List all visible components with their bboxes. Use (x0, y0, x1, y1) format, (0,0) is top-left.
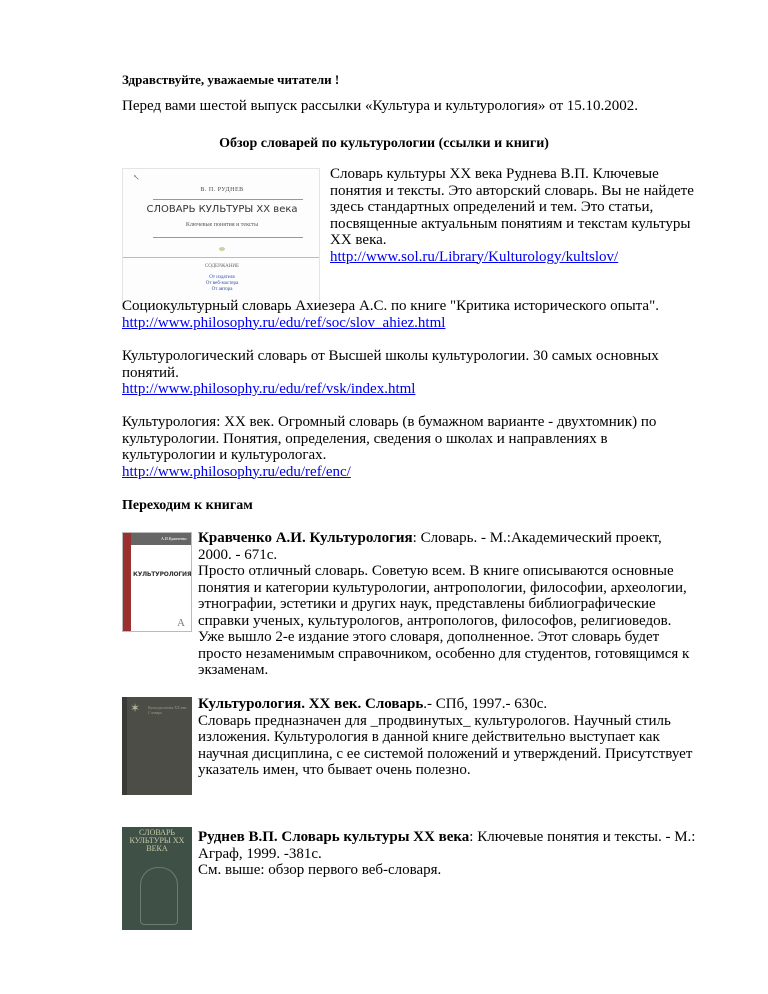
book-entry (198, 530, 698, 679)
thumbnail-subtitle: Ключевые понятия и тексты (185, 222, 259, 228)
book-title: Руднев В.П. Словарь культуры XX века (198, 829, 470, 845)
book-cover-image (122, 827, 192, 930)
book-title: Кравченко А.И. Культурология (198, 530, 413, 546)
thumbnail-link: От автора (211, 287, 233, 292)
dictionary-link[interactable]: http://www.philosophy.ru/edu/ref/soc/slov_ahiez.html (122, 314, 446, 331)
books-heading: Переходим к книгам (122, 498, 253, 513)
dictionary-entry (122, 298, 702, 331)
dictionary-description: Социокультурный словарь Ахиезера А.С. по книге "Критика исторического опыта". (122, 298, 659, 314)
book-cover-image (122, 532, 192, 632)
greeting: Здравствуйте, уважаемые читатели ! (122, 72, 340, 87)
thumbnail-title: СЛОВАРЬ КУЛЬТУРЫ XX века (146, 204, 298, 215)
book-entry (198, 829, 698, 879)
cursor-icon: ↖ (133, 173, 140, 182)
thumbnail-links (123, 275, 320, 293)
dictionary-entry (330, 166, 710, 265)
book-description: См. выше: обзор первого веб-словаря. (198, 862, 442, 878)
book-cover-title: КУЛЬТУРОЛОГИЯ (133, 571, 192, 578)
thumbnail-author: В. П. РУДНЕВ (200, 187, 244, 193)
intro-text: Перед вами шестой выпуск рассылки «Культура и культурология» от 15.10.2002. (122, 98, 639, 114)
dictionary-entry (122, 348, 702, 398)
dictionary-description: Словарь культуры XX века Руднева В.П. Ключевые понятия и тексты. Это авторский словарь. Вы не найдете здесь стандартных определений и тем. Это статьи, посвященные актуальным понятиям и текстам культуры XX века. (330, 166, 694, 248)
divider (153, 237, 303, 238)
dictionary-screenshot-image (122, 168, 320, 310)
dictionary-link[interactable]: http://www.philosophy.ru/edu/ref/enc/ (122, 463, 351, 480)
book-cover-title: СЛОВАРЬ КУЛЬТУРЫ XX ВЕКА (129, 828, 185, 853)
emblem-icon: ✶ (130, 701, 141, 715)
dictionary-description: Культурология: XX век. Огромный словарь (в бумажном варианте - двухтомник) по культурологии. Понятия, определения, сведения о школах и направлениях в культурологии и культурологах. (122, 414, 657, 463)
book-description: Просто отличный словарь. Советую всем. В книге описываются основные понятия и категории культурологии, антропологии, философии, археологии, этнографии, эстетики и других наук, представлены библиографические справки ученых, культурологов, антропологов, философов, религиоведов. Уже вышло 2-е издание этого словаря, дополненное. Этот словарь будет просто незаменимым справочником, особенно для студентов, готовящимся к экзаменам. (198, 563, 690, 678)
divider (123, 257, 320, 258)
section-title: Обзор словарей по культурологии (ссылки и книги) (219, 136, 549, 151)
thumbnail-link: От веб-мастера (205, 281, 239, 286)
book-entry (198, 696, 698, 779)
book-description: Словарь предназначен для _продвинутых_ культурологов. Научный стиль изложения. Культурология в данной книге действительно выступает как научная дисциплина, с ее системой положений и утверждений. Присутствует указатель имен, что бывает очень полезно. (198, 712, 693, 778)
book-cover-image (122, 697, 192, 795)
dictionary-link[interactable]: http://www.philosophy.ru/edu/ref/vsk/index.html (122, 381, 416, 397)
dictionary-entry (122, 414, 682, 480)
book-info: : Словарь. - М.:Академический проект, 2000. - 671с. (198, 530, 662, 563)
book-cover-letter: A (177, 617, 185, 629)
book-title: Культурология. XX век. Словарь (198, 696, 424, 712)
divider (153, 199, 303, 200)
dictionary-description: Культурологический словарь от Высшей школы культурологии. 30 самых основных понятий. (122, 348, 659, 381)
book-cover-author: А.И.Кравченко (161, 536, 187, 541)
book-cover-title: Культурология XX век Словарь (148, 705, 187, 715)
ornament-icon (219, 247, 225, 251)
book-info: : Ключевые понятия и тексты. - М.: Аграф, 1999. -381с. (198, 829, 696, 862)
figure-icon (140, 867, 178, 925)
dictionary-link[interactable]: http://www.sol.ru/Library/Kulturology/kultslov/ (330, 248, 619, 265)
book-info: .- СПб, 1997.- 630с. (423, 696, 548, 712)
thumbnail-link: От издателя (209, 275, 235, 280)
thumbnail-contents: СОДЕРЖАНИЕ (204, 264, 240, 269)
